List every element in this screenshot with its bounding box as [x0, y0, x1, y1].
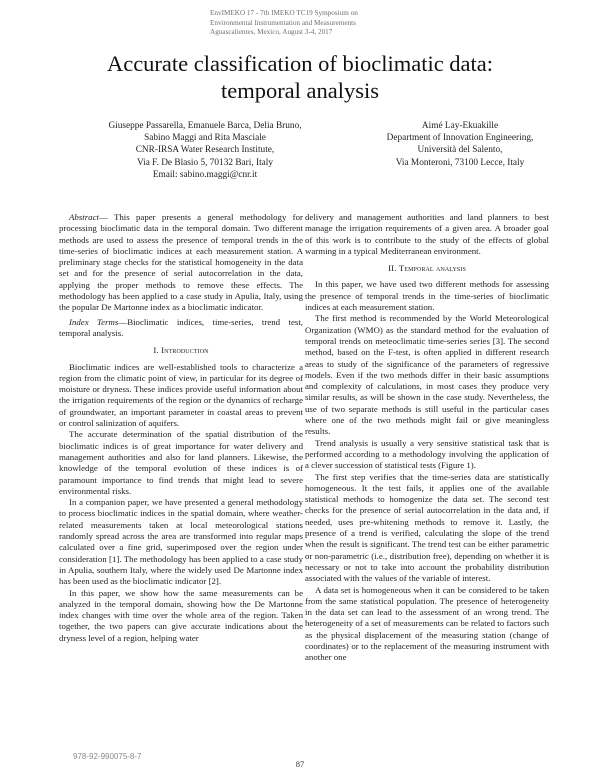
paper-title	[0, 50, 600, 104]
author-names: Aimé Lay-Ekuakille	[421, 121, 499, 131]
affiliation-left	[70, 120, 340, 181]
isbn: 978-92-990075-8-7	[73, 752, 142, 761]
body-paragraph: A data set is homogeneous when it can be considered to be taken from the same statistical population. The presence of heterogeneity in the data set can lead to the assessment of an wrong trend. The heterogeneity of a set of measurements can be related to factors such as the physical displacement of the measuring station (change of coordinates) or to the replacement of the measuring instrument with another one	[305, 584, 549, 663]
body-paragraph: The accurate determination of the spatial distribution of the bioclimatic indices is of great importance for water delivery and management authorities and also for land planners. Likewise, the knowledge of the temporal evolution of these indices is of paramount importance to find trends that might lead to severe environmental risks.	[59, 429, 303, 496]
body-paragraph: In this paper, we have used two different methods for assessing the presence of temporal trends in the time-series of bioclimatic indices at each measurement station.	[305, 279, 549, 313]
index-terms	[59, 317, 303, 340]
body-paragraph: Trend analysis is usually a very sensitive statistical task that is performed according to a methodology involving the application of a clever succession of statistical tests (Figure 1).	[305, 437, 549, 471]
body-paragraph-continued: delivery and management authorities and land planners to best manage the irrigation requirements of a given area. A broader goal of this work is to contribute to the study of the effects of global warming in a typical Mediterranean environment.	[305, 212, 549, 256]
author-names: Giuseppe Passarella, Emanuele Barca, Delia Bruno,	[108, 121, 302, 131]
institution: Università del Salento,	[417, 145, 503, 156]
index-terms-text: —Bioclimatic indices, time-series, trend test, temporal analysis.	[59, 316, 303, 338]
body-paragraph: The first step verifies that the time-series data are statistically homogeneous. It the test fails, it applies one of the available statistical methods to homogenize the data set. The second test checks for the presence of serial autocorrelation in the data and, if needed, uses pre-whitening methods to remove it. Lastly, the presence of a trend is verified, calculating the slope of the trend when the result is significant. The trend test can be either parametric or non-parametric (i.e., distribution free), depending on whether it is necessary or not to take into account the probability distribution associated with the values of the variable of interest.	[305, 471, 549, 584]
section-heading-introduction: I. Introduction	[153, 345, 209, 356]
email: Email: sabino.maggi@cnr.it	[152, 169, 258, 180]
title-line: temporal analysis	[220, 78, 380, 103]
left-column	[59, 212, 303, 644]
conference-line: Environmental Instrumentation and Measurements	[210, 18, 356, 27]
abstract	[59, 212, 303, 314]
index-terms-label: Index Terms	[69, 316, 119, 327]
abstract-label: Abstract	[69, 212, 99, 222]
affiliation-right	[330, 120, 590, 169]
conference-header	[210, 9, 410, 38]
right-column	[305, 212, 549, 664]
conference-line: EnvIMEKO 17 - 7th IMEKO TC19 Symposium on	[210, 9, 358, 17]
institution: CNR-IRSA Water Research Institute,	[135, 145, 275, 156]
body-paragraph: In a companion paper, we have presented a general methodology to process bioclimatic indices in the spatial domain, where weather-related measurements taken at local meteorological stations randomly spread across the area are transformed into regular maps calculated over a fine grid, superimposed over the region under consideration [1]. The methodology has been applied to a case study in Apulia, southern Italy, where the widely used De Martonne index has been used as the bioclimatic indicator [2].	[59, 497, 303, 587]
body-paragraph: In this paper, we show how the same measurements can be analyzed in the temporal domain, showing how the De Martonne index changes with time over the whole area of the region. Taken together, the two papers can give accurate indications about the dryness level of a region, helping water	[59, 587, 303, 643]
address: Via Monteroni, 73100 Lecce, Italy	[395, 157, 525, 168]
body-paragraph: The first method is recommended by the World Meteorological Organization (WMO) as the standard method for the evaluation of temporal trends on meteoclimatic time-series series [3]. The second method, based on the F-test, is often applied in different research areas to study of the significance of the parameters of regressive models. Even if the two methods differ in their basic assumptions and complexity of calculations, in most cases they produce very similar results, as will be shown in the case study. Nevertheless, the use of two separate methods is still useful in the particular cases where one of the two methods might fail or give meaningless results.	[305, 313, 549, 437]
department: Department of Innovation Engineering,	[386, 133, 534, 144]
abstract-text: — This paper presents a general methodology for processing bioclimatic data in the temporal domain. Two different methods are used to assess the presence of temporal trends in the time-series of bioclimatic indices at each measurement station. A preliminary stage checks for the statistical homogeneity in the data set and for the presence of serial autocorrelation in the data, applying the proper methods to remove these effects. The methodology has been applied to a case study in Apulia, Italy, using the popular De Martonne index as a bioclimatic indicator.	[59, 212, 303, 313]
section-heading-temporal-analysis: II. Temporal analysis	[388, 263, 466, 274]
conference-line: Aguascalientes, Mexico, August 3-4, 2017	[210, 28, 333, 37]
title-line: Accurate classification of bioclimatic data:	[106, 51, 494, 76]
page-number: 87	[295, 759, 305, 769]
address: Via F. De Blasio 5, 70132 Bari, Italy	[136, 157, 274, 168]
author-names: Sabino Maggi and Rita Masciale	[144, 133, 266, 144]
body-paragraph: Bioclimatic indices are well-established tools to characterize a region from the climatic point of view, in particular for its degree of moisture or dryness. These indices provide useful information about the irrigation requirements of the region or the dynamics of recharge of groundwater, an important parameter in coastal areas to prevent or control salinization of aquifers.	[59, 361, 303, 429]
